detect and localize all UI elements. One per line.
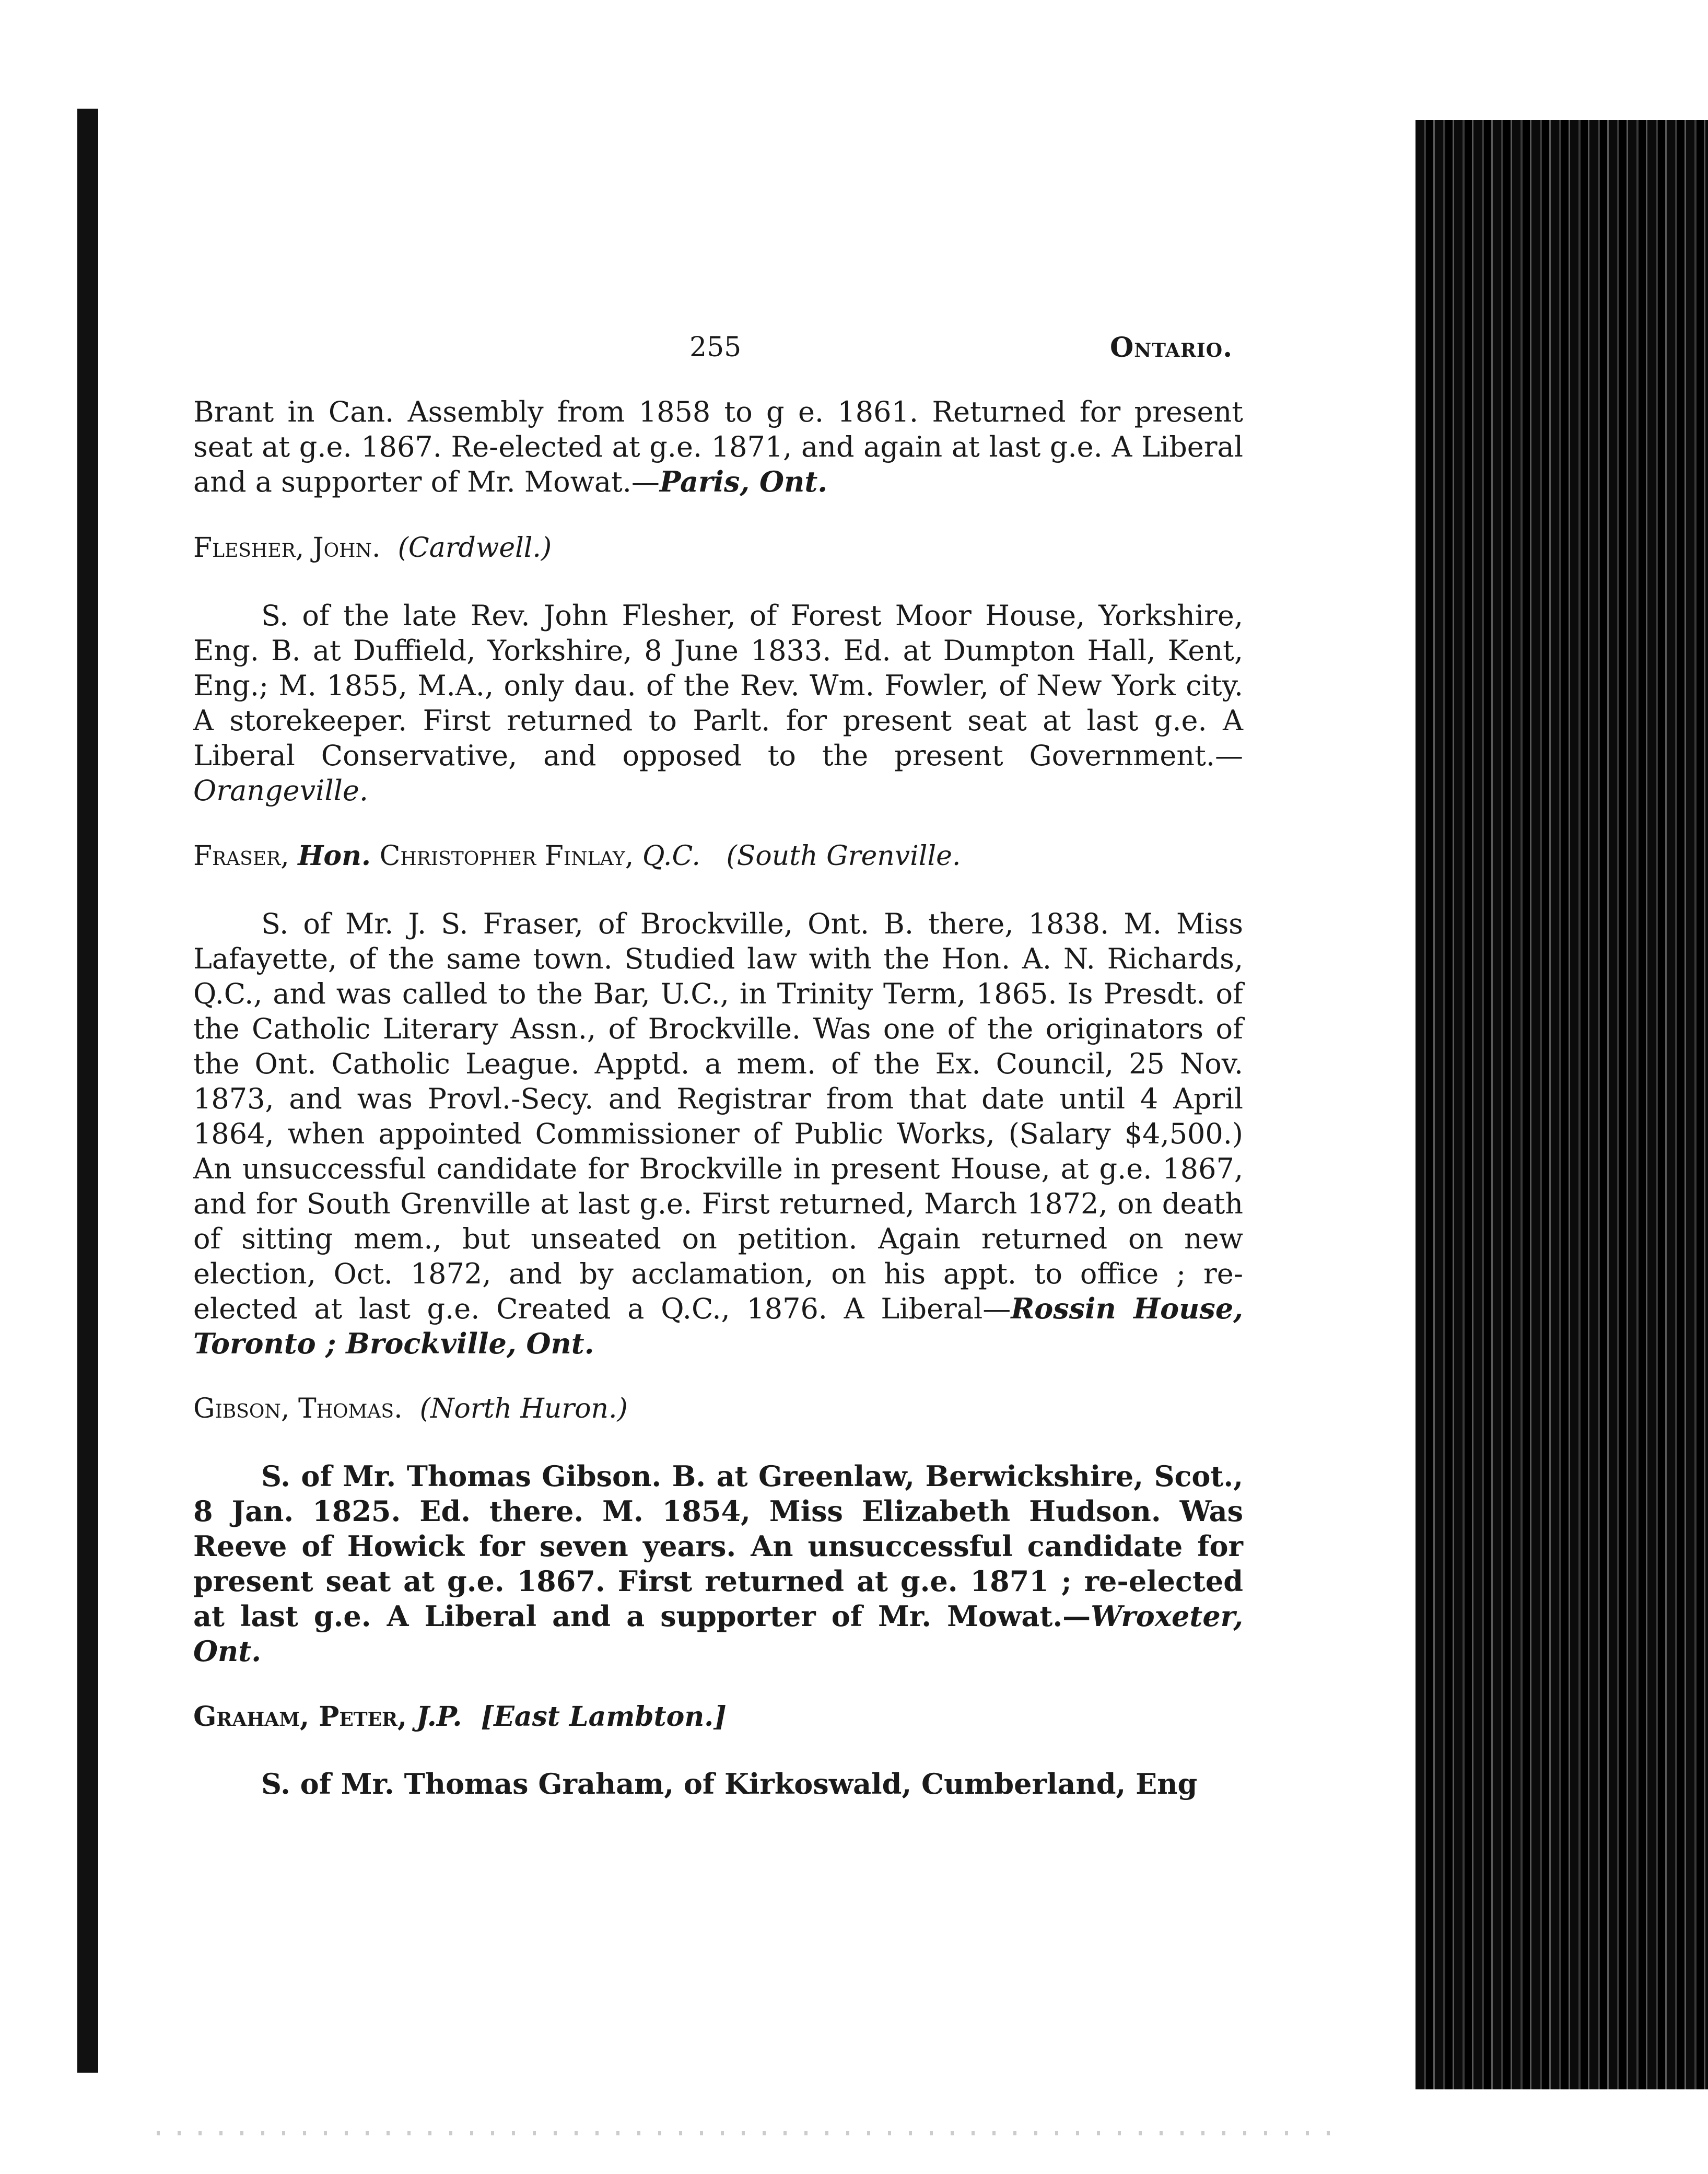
entry-name: Fraser, [193,840,289,872]
page-edge-right [1415,120,1708,2089]
entry-constituency: (South Grenville. [726,840,961,872]
entry-bio-text: S. of Mr. Thomas Gibson. B. at Greenlaw, Berwickshire, Scot., 8 Jan. 1825. Ed. there. M. 1854, Miss Elizabeth Hudson. Was Reeve of Howick for seven years. An unsuccessful candidate for present seat at g.e. 1867. First returned at g.e. 1871 ; re-elected at last g.e. A Liberal and a supporter of Mr. Mowat.— [193,1459,1243,1633]
entry-bio-fraser [193,906,1243,1361]
continued-entry [193,394,1243,499]
entry-constituency: [East Lambton.] [481,1701,727,1733]
entry-title: Q.C. [642,840,700,872]
entry-bio-graham: S. of Mr. Thomas Graham, of Kirkoswald, Cumberland, Eng [261,1767,1198,1801]
binding-shadow-left [77,109,98,2073]
entry-heading-graham [193,1699,1243,1734]
scan-noise [157,2131,1332,2135]
page-body [193,394,1243,1802]
entry-name: Flesher, John. [193,532,381,564]
entry-title: J.P. [416,1701,462,1733]
entry-heading-flesher [193,531,1243,566]
entry-place: Wroxeter, Ont. [193,1599,1243,1668]
entry-bio-gibson [193,1459,1243,1669]
running-title: Ontario. [1110,332,1233,364]
entry-name: Gibson, Thomas. [193,1393,403,1424]
entry-heading-gibson [193,1392,1243,1427]
entry-constituency: (North Huron.) [419,1393,628,1424]
entry-bio-text: S. of the late Rev. John Flesher, of Forest Moor House, Yorkshire, Eng. B. at Duffield, Yorkshire, 8 June 1833. Ed. at Dumpton Hall, Kent, Eng.; M. 1855, M.A., only dau. of the Rev. Wm. Fowler, of New York city. A storekeeper. First returned to Parlt. for present seat at last g.e. A Liberal Conservative, and opposed to the present Government.— [193,599,1243,772]
entry-bio-flesher [193,598,1243,808]
entry-place: Orangeville. [193,774,369,807]
entry-constituency: (Cardwell.) [397,532,552,564]
entry-heading-fraser [193,838,1243,874]
page-number: 255 [689,332,742,363]
entry-given-names: Christopher Finlay, [379,840,634,872]
entry-honorific: Hon. [298,840,371,872]
entry-name: Graham, Peter, [193,1701,407,1733]
continued-entry-text: Brant in Can. Assembly from 1858 to g e. 1861. Returned for present seat at g.e. 1867. Re-elected at g.e. 1871, and again at last g.e. A Liberal and a supporter of Mr. Mowat.— [193,395,1243,498]
continued-entry-place: Paris, Ont. [659,465,828,498]
entry-place: Rossin House, Toronto ; Brockville, Ont. [193,1292,1243,1360]
entry-bio-text: S. of Mr. J. S. Fraser, of Brockville, Ont. B. there, 1838. M. Miss Lafayette, of the same town. Studied law with the Hon. A. N. Richards, Q.C., and was called to the Bar, U.C., in Trinity Term, 1865. Is Presdt. of the Catholic Literary Assn., of Brockville. Was one of the originators of the Ont. Catholic League. Apptd. a mem. of the Ex. Council, 25 Nov. 1873, and was Provl.-Secy. and Registrar from that date until 4 April 1864, when appointed Commissioner of Public Works, (Salary $4,500.) An unsuccessful candidate for Brockville in present House, at g.e. 1867, and for South Grenville at last g.e. First returned, March 1872, on death of sitting mem., but unseated on petition. Again returned on new election, Oct. 1872, and by acclamation, on his appt. to office ; re-elected at last g.e. Created a Q.C., 1876. A Liberal— [193,907,1243,1325]
